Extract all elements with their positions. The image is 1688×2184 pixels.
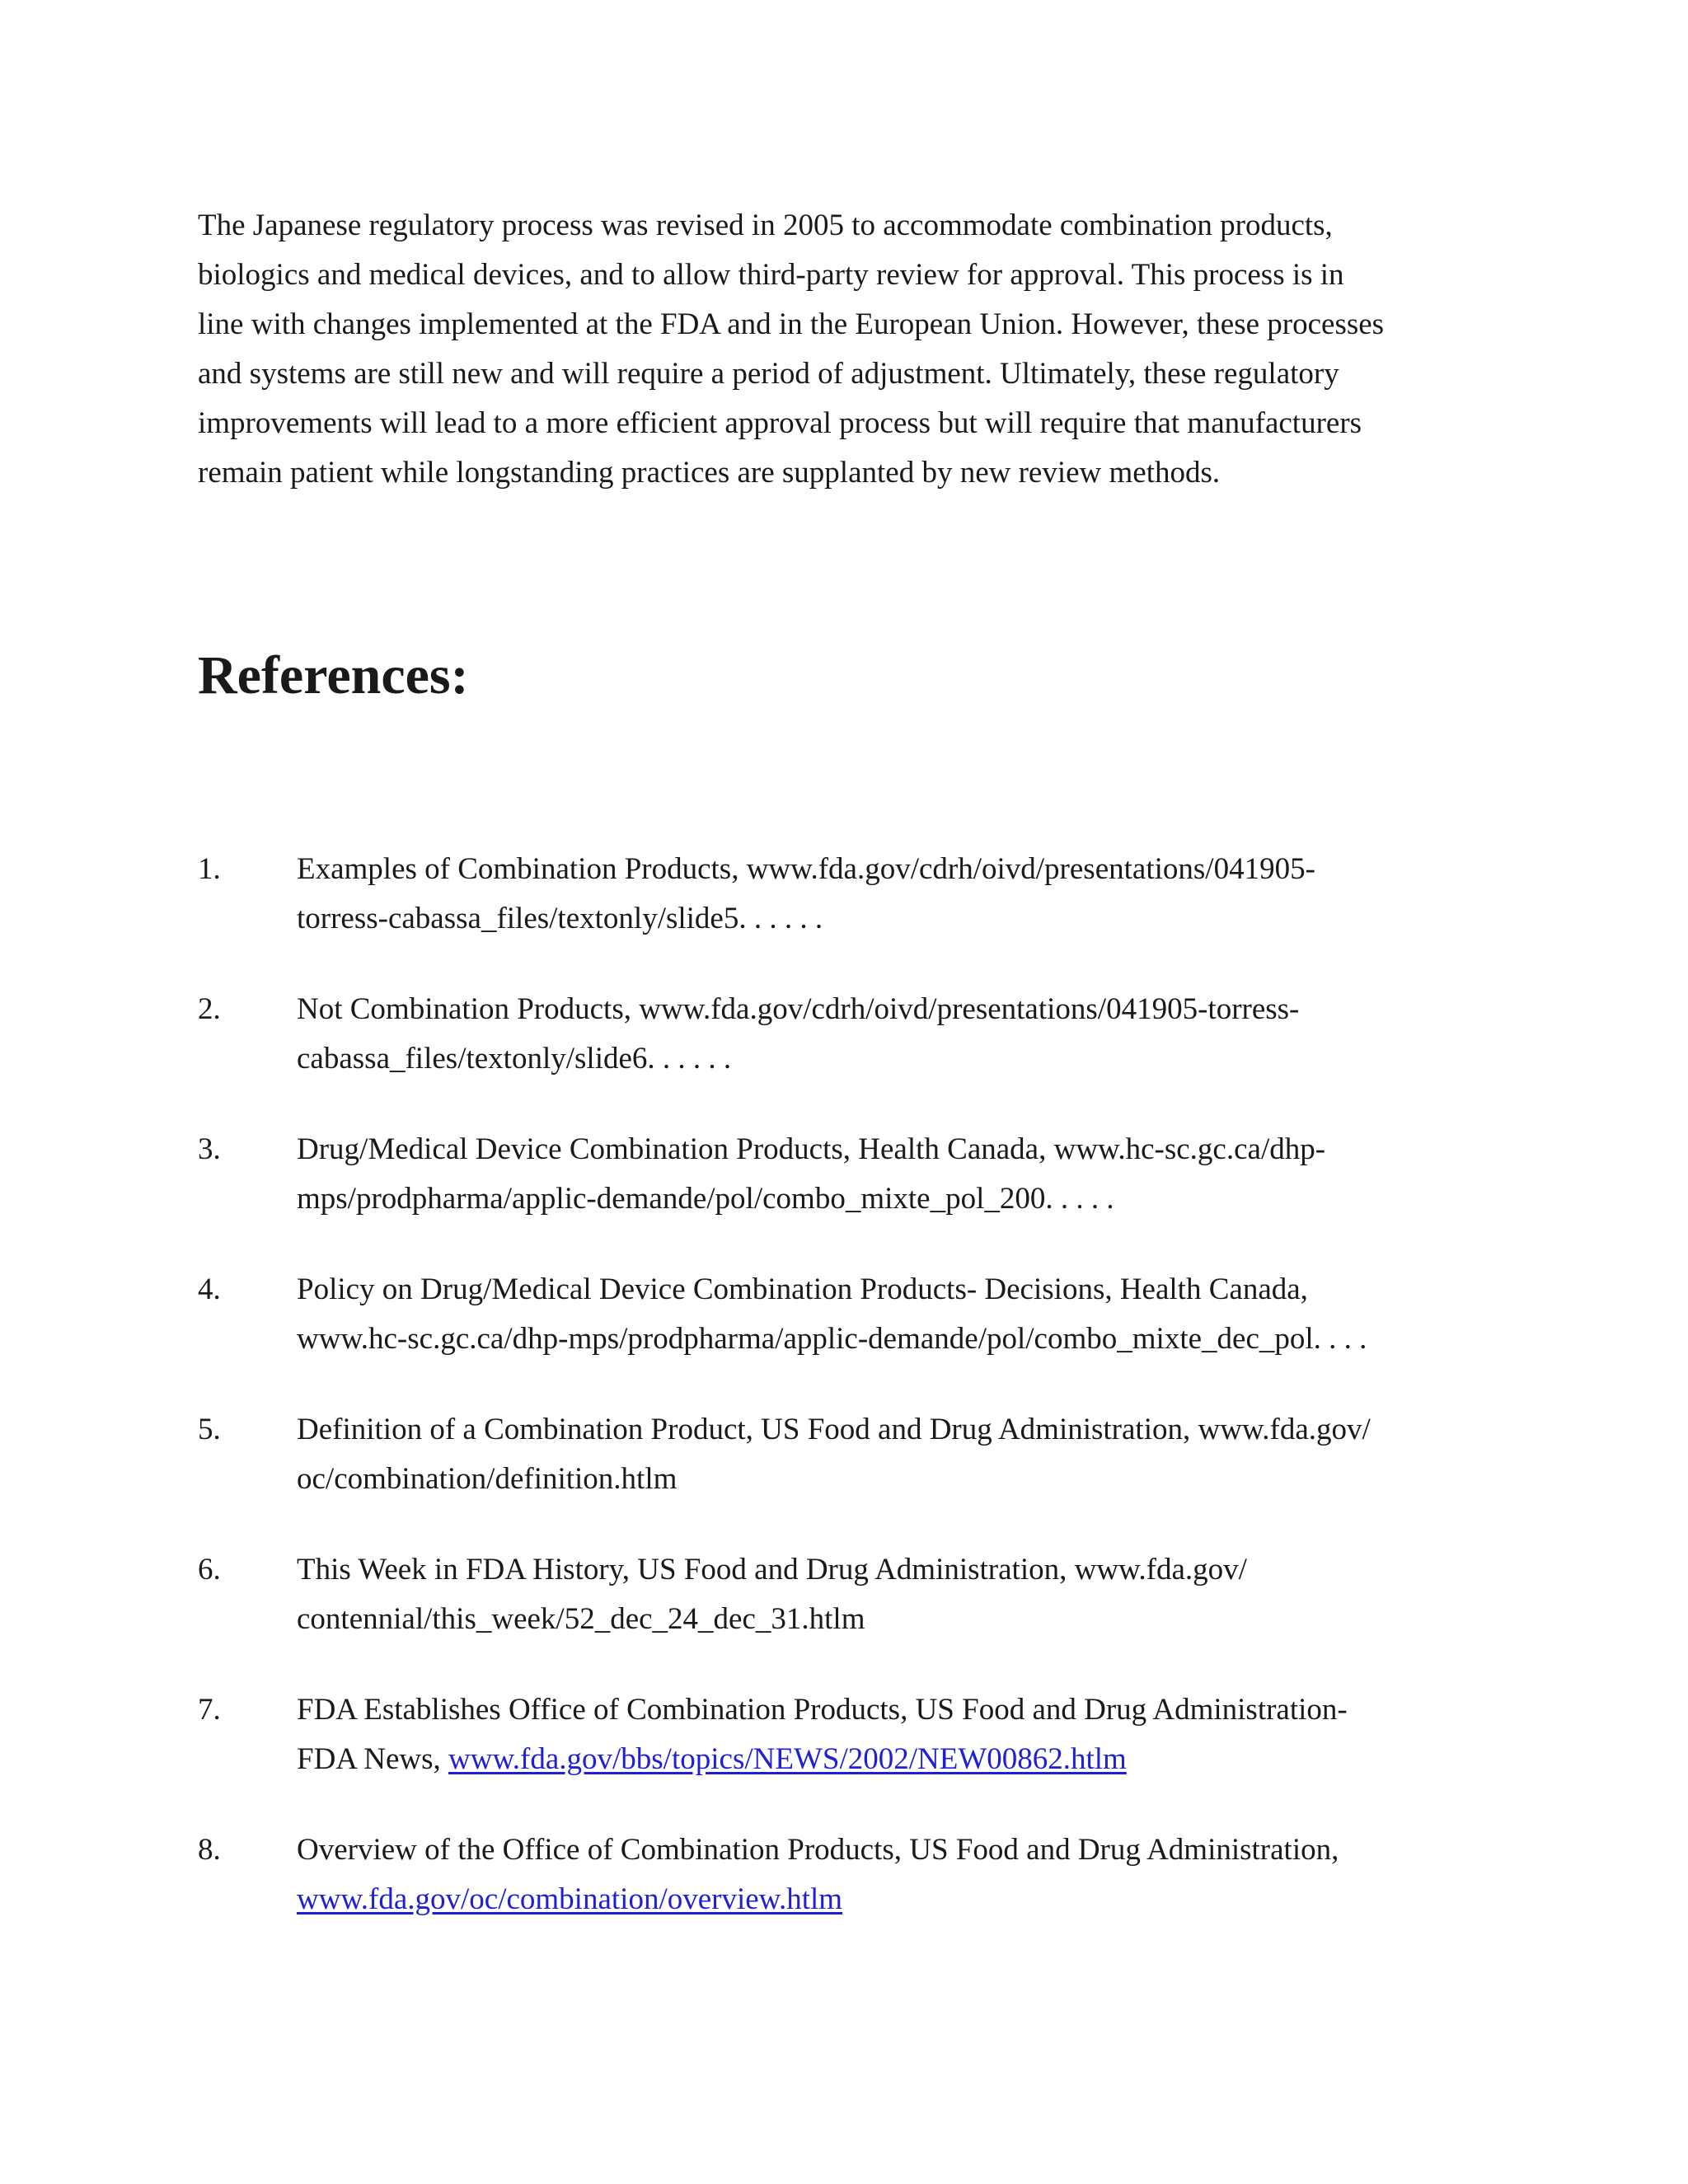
reference-line (297, 1455, 1533, 1504)
reference-line: Examples of Combination Products, www.fda.gov/cdrh/oivd/presentations/041905- (297, 852, 1315, 886)
reference-number: 7. (198, 1693, 221, 1727)
reference-line: FDA Establishes Office of Combination Products, US Food and Drug Administration- (297, 1693, 1348, 1727)
reference-text: contennial/this_week/52_dec_24_dec_31.htlm (297, 1602, 865, 1636)
intro-line: biologics and medical devices, and to allow third-party review for approval. This process is in (198, 258, 1344, 292)
reference-number: 1. (198, 852, 221, 886)
reference-line: Not Combination Products, www.fda.gov/cdrh/oivd/presentations/041905-torress- (297, 992, 1300, 1026)
reference-body (297, 1265, 1533, 1364)
intro-line: and systems are still new and will require a period of adjustment. Ultimately, these regulatory (198, 357, 1339, 391)
reference-text: www.hc-sc.gc.ca/dhp-mps/prodpharma/applic-demande/pol/combo_mixte_dec_pol. . . . (297, 1322, 1367, 1356)
reference-line (297, 1034, 1533, 1084)
reference-link[interactable]: www.fda.gov/bbs/topics/NEWS/2002/NEW00862.htlm (448, 1742, 1127, 1776)
reference-line (297, 1735, 1533, 1784)
reference-line (297, 1875, 1533, 1924)
reference-text: FDA News, (297, 1742, 448, 1776)
reference-body (297, 1825, 1533, 1924)
intro-line: improvements will lead to a more efficient approval process but will require that manufacturers (198, 406, 1362, 440)
reference-number: 4. (198, 1272, 221, 1306)
reference-body (297, 1125, 1533, 1224)
reference-body (297, 1405, 1533, 1504)
reference-number: 5. (198, 1413, 221, 1446)
reference-body (297, 1545, 1533, 1644)
reference-number: 3. (198, 1132, 221, 1166)
intro-line: line with changes implemented at the FDA and in the European Union. However, these processes (198, 307, 1385, 341)
reference-text: cabassa_files/textonly/slide6. . . . . . (297, 1042, 732, 1076)
reference-line: Drug/Medical Device Combination Products, Health Canada, www.hc-sc.gc.ca/dhp- (297, 1132, 1326, 1166)
reference-line: Definition of a Combination Product, US Food and Drug Administration, www.fda.gov/ (297, 1413, 1371, 1446)
reference-number: 8. (198, 1833, 221, 1867)
reference-text: mps/prodpharma/applic-demande/pol/combo_mixte_pol_200. . . . . (297, 1182, 1114, 1216)
reference-line (297, 1315, 1533, 1364)
reference-body (297, 985, 1533, 1084)
intro-line: remain patient while longstanding practices are supplanted by new review methods. (198, 456, 1221, 490)
reference-text: oc/combination/definition.htlm (297, 1462, 678, 1496)
references-heading: References: (198, 645, 469, 705)
intro-line: The Japanese regulatory process was revised in 2005 to accommodate combination products, (198, 209, 1333, 242)
reference-text: torress-cabassa_files/textonly/slide5. . . . . . (297, 902, 823, 935)
reference-line (297, 894, 1533, 944)
reference-line: This Week in FDA History, US Food and Drug Administration, www.fda.gov/ (297, 1553, 1247, 1586)
reference-line: Overview of the Office of Combination Products, US Food and Drug Administration, (297, 1833, 1339, 1867)
reference-number: 6. (198, 1553, 221, 1586)
reference-line (297, 1595, 1533, 1644)
reference-number: 2. (198, 992, 221, 1026)
reference-link[interactable]: www.fda.gov/oc/combination/overview.htlm (297, 1882, 843, 1916)
reference-body (297, 1685, 1533, 1784)
reference-line (297, 1174, 1533, 1224)
reference-line: Policy on Drug/Medical Device Combination Products- Decisions, Health Canada, (297, 1272, 1308, 1306)
reference-body (297, 845, 1533, 944)
intro-paragraph (198, 201, 1517, 498)
